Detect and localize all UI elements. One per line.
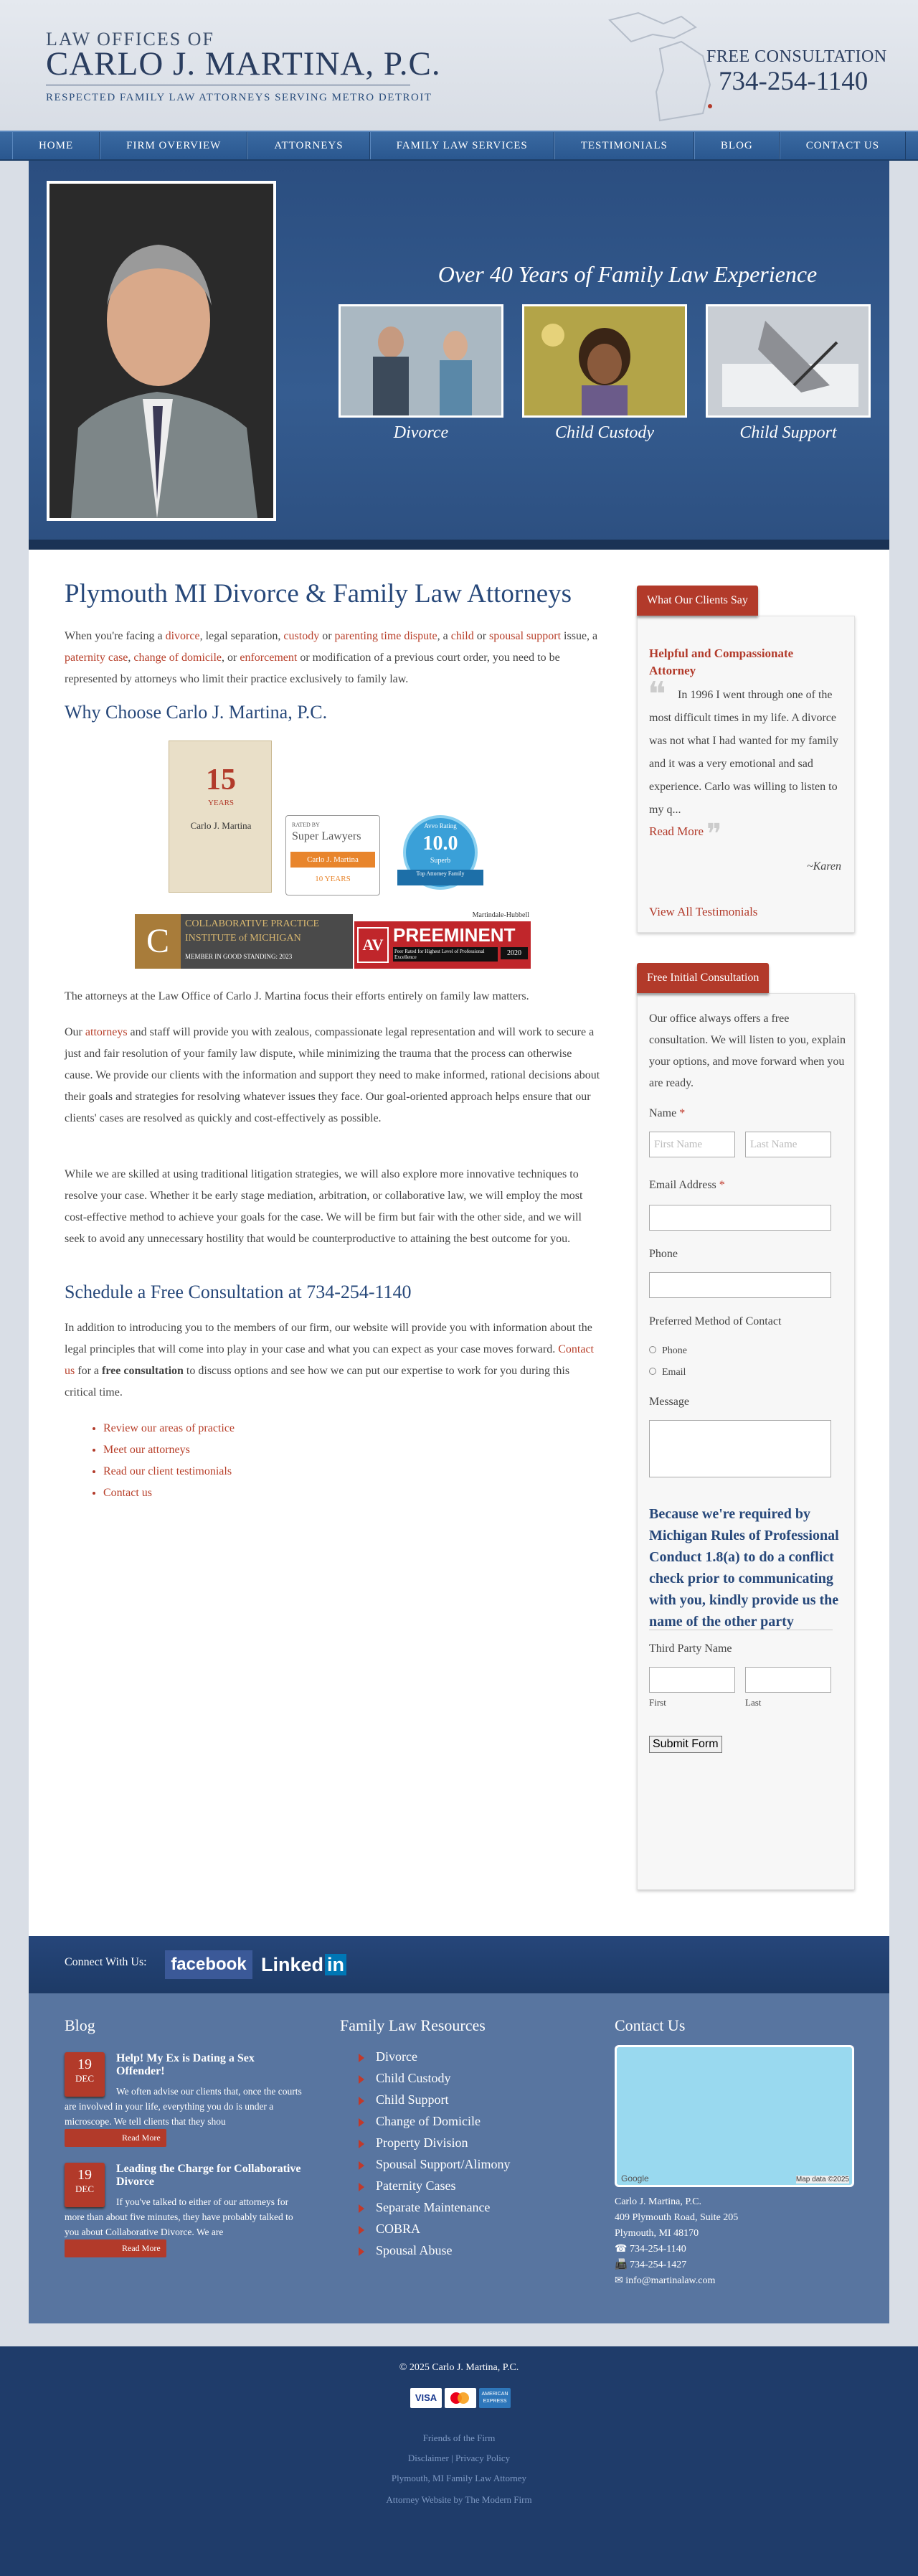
cp-line2: INSTITUTE of MICHIGAN bbox=[185, 933, 301, 944]
text: When you're facing a bbox=[65, 630, 166, 642]
text: Linked bbox=[261, 1954, 324, 1975]
paragraph-intro-firm bbox=[65, 1317, 601, 1404]
copyright: © 2025 Carlo J. Martina, P.C. bbox=[399, 2362, 519, 2373]
cp-line3: MEMBER IN GOOD STANDING: 2023 bbox=[185, 953, 293, 960]
footer bbox=[29, 1993, 889, 2323]
link-testimonials[interactable]: Read our client testimonials bbox=[103, 1465, 232, 1477]
name-label bbox=[649, 1107, 685, 1120]
amex-icon: AMERICAN EXPRESS bbox=[479, 2388, 511, 2408]
radio-label: Email bbox=[662, 1367, 686, 1378]
michigan-map-icon bbox=[595, 6, 739, 128]
text: , a bbox=[437, 630, 451, 642]
bullet-icon bbox=[359, 2183, 364, 2191]
resource-link[interactable] bbox=[359, 2178, 455, 2194]
main-nav bbox=[0, 131, 918, 161]
text: issue, a bbox=[561, 630, 598, 642]
day: 19 bbox=[77, 2056, 92, 2072]
third-party-label: Third Party Name bbox=[649, 1642, 732, 1655]
text: in bbox=[325, 1954, 346, 1975]
link-enforcement[interactable]: enforcement bbox=[240, 652, 298, 664]
contact-heading: Contact Us bbox=[615, 2016, 686, 2034]
text: for a bbox=[75, 1365, 102, 1377]
preferred-contact-label: Preferred Method of Contact bbox=[649, 1315, 782, 1327]
text: info@martinalaw.com bbox=[625, 2275, 716, 2286]
text: or modification of a previous court order, you need to be represented by attorneys who limit their practice exclusively to family law. bbox=[65, 652, 560, 685]
email-label bbox=[649, 1179, 725, 1192]
text: We often advise our clients that, once the courts are involved in your life, everything you do is under a microscope. We tell clients that they shou bbox=[65, 2086, 302, 2127]
preeminent-year: 2020 bbox=[501, 947, 528, 959]
text: Divorce bbox=[376, 2049, 417, 2064]
resource-link[interactable] bbox=[359, 2200, 490, 2215]
first-name-input[interactable]: First Name bbox=[649, 1132, 735, 1157]
google-logo: Google bbox=[621, 2173, 649, 2184]
logo-pre[interactable]: LAW OFFICES OF bbox=[46, 29, 214, 50]
text: 734-254-1140 bbox=[629, 2244, 686, 2255]
list-item bbox=[103, 1482, 235, 1504]
contact-details bbox=[615, 2194, 738, 2289]
list-item bbox=[103, 1461, 235, 1482]
resource-link[interactable] bbox=[359, 2092, 449, 2107]
bullet-icon bbox=[359, 2140, 364, 2148]
paragraph-focus: The attorneys at the Law Office of Carlo J. Martina focus their efforts entirely on family law matters. bbox=[65, 990, 529, 1002]
text: or bbox=[473, 630, 490, 642]
link-contact[interactable]: Contact us bbox=[103, 1487, 152, 1499]
conflict-notice: Because we're required by Michigan Rules of Professional Conduct 1.8(a) to do a conflict check prior to communicating with you, kindly provide us the name of the other party bbox=[649, 1506, 839, 1630]
text: Paternity Cases bbox=[376, 2178, 456, 2193]
quote-open-icon: ❝ bbox=[648, 676, 666, 714]
text: | bbox=[448, 2453, 455, 2463]
bullet-icon bbox=[359, 2118, 364, 2127]
paragraph-litigation: While we are skilled at using traditional litigation strategies, we will also explore more innovative techniques to resolve your case. Whether it be early stage mediation, arbitration, or collaborative law, we will employ the most cost-effective method to achieve your goals for the case. We will be firm but fair with the other side, and we will seek to avoid any unnecessary hostility that would be counterproductive to attaining the best outcome for you. bbox=[65, 1168, 583, 1245]
last-name-input[interactable]: Last Name bbox=[745, 1132, 831, 1157]
service-label-child-support[interactable]: Child Support bbox=[739, 423, 837, 442]
badge-years-sub: YEARS bbox=[207, 799, 235, 807]
quick-links-list bbox=[103, 1418, 235, 1504]
radio-label: Phone bbox=[662, 1345, 687, 1356]
email-input[interactable] bbox=[649, 1205, 831, 1231]
collaborative-practice-badge: C COLLABORATIVE PRACTICE INSTITUTE of MICHIGAN MEMBER IN GOOD STANDING: 2023 bbox=[135, 914, 353, 969]
page-title: Plymouth MI Divorce & Family Law Attorneys bbox=[65, 579, 572, 608]
service-label-divorce[interactable]: Divorce bbox=[393, 423, 449, 442]
text: and staff will provide you with zealous, compassionate legal representation and will work to secure a just and fair resolution of your family law dispute, while minimizing the trauma that the process can otherwise cause. We provide our clients with the information and support they need to make informed, rational decisions about their goals and strategies for resolving whatever issues they face. Our goal-oriented approach helps ensure that our clients' cases are resolved as quickly and cost-effectively as possible. bbox=[65, 1026, 600, 1124]
required-mark: * bbox=[679, 1107, 686, 1119]
firm-name: Carlo J. Martina, P.C. bbox=[615, 2196, 701, 2207]
friends-link[interactable]: Friends of the Firm bbox=[422, 2432, 496, 2443]
map-attribution: Map data ©2025 bbox=[795, 2176, 849, 2184]
day: 19 bbox=[77, 2167, 92, 2183]
link-custody[interactable]: custody bbox=[283, 630, 320, 642]
blog-post-excerpt-2 bbox=[65, 2194, 308, 2257]
phone-row[interactable] bbox=[615, 2242, 738, 2257]
text: Spousal Support/Alimony bbox=[376, 2157, 511, 2171]
bottom-bar bbox=[0, 2346, 918, 2576]
third-party-first-input[interactable] bbox=[649, 1667, 735, 1693]
resource-link[interactable] bbox=[359, 2243, 453, 2258]
hero-bottom-bar bbox=[29, 540, 889, 550]
link-areas-of-practice[interactable]: Review our areas of practice bbox=[103, 1422, 235, 1434]
form-intro: Our office always offers a free consultation. We will listen to you, explain your options, and move forward when you are ready. bbox=[649, 1012, 846, 1089]
legal-links bbox=[0, 2453, 918, 2464]
link-parenting-time[interactable]: parenting time dispute bbox=[334, 630, 437, 642]
bullet-icon bbox=[359, 2161, 364, 2170]
nav-home[interactable]: HOME bbox=[12, 132, 100, 159]
google-map[interactable] bbox=[615, 2045, 854, 2187]
text: Change of Domicile bbox=[376, 2114, 481, 2128]
bullet-icon bbox=[359, 2247, 364, 2256]
link-domicile[interactable]: change of domicile bbox=[133, 652, 222, 664]
nav-testimonials[interactable]: TESTIMONIALS bbox=[554, 132, 694, 159]
quote-close-icon: ❞ bbox=[706, 818, 722, 850]
blog-heading: Blog bbox=[65, 2016, 95, 2034]
intro-paragraph bbox=[65, 626, 601, 690]
envelope-icon: ✉ bbox=[615, 2275, 626, 2286]
privacy-link[interactable]: Privacy Policy bbox=[455, 2453, 511, 2463]
attorney-photo bbox=[47, 181, 276, 521]
disclaimer-link[interactable]: Disclaimer bbox=[407, 2453, 449, 2463]
resource-link[interactable] bbox=[359, 2114, 481, 2129]
view-all-testimonials-link[interactable]: View All Testimonials bbox=[649, 905, 758, 918]
last-sublabel: Last bbox=[745, 1697, 762, 1708]
link-divorce[interactable]: divorce bbox=[165, 630, 200, 642]
month: DEC bbox=[75, 2073, 94, 2084]
connect-band bbox=[29, 1936, 889, 1993]
super-lawyers-badge bbox=[285, 815, 380, 896]
text: or bbox=[319, 630, 335, 642]
resource-link[interactable] bbox=[359, 2071, 451, 2086]
link-child[interactable]: child bbox=[450, 630, 474, 642]
text: 734-254-1427 bbox=[629, 2260, 687, 2270]
testimonial-author: ~Karen bbox=[806, 860, 841, 873]
preeminent-sub: Peer Rated for Highest Level of Professional Excellence bbox=[393, 947, 498, 962]
facebook-icon[interactable]: facebook bbox=[165, 1950, 252, 1979]
message-textarea[interactable] bbox=[649, 1420, 831, 1477]
header-phone[interactable]: 734-254-1140 bbox=[719, 67, 869, 96]
fifteen-years-badge bbox=[169, 741, 272, 893]
text: , or bbox=[222, 652, 240, 664]
resources-heading: Family Law Resources bbox=[340, 2016, 486, 2034]
radio-email[interactable] bbox=[649, 1367, 686, 1378]
fax-icon: 📠 bbox=[615, 2260, 630, 2270]
hero-title: Over 40 Years of Family Law Experience bbox=[437, 261, 818, 287]
sl-name: Carlo J. Martina bbox=[290, 852, 375, 868]
sl-title: Super Lawyers bbox=[292, 830, 361, 842]
link-paternity[interactable]: paternity case bbox=[65, 652, 128, 664]
link-attorneys[interactable]: attorneys bbox=[85, 1026, 128, 1038]
connect-label: Connect With Us: bbox=[65, 1956, 147, 1968]
text: Our bbox=[65, 1026, 85, 1038]
avvo-label: Avvo Rating bbox=[424, 822, 457, 829]
radio-icon[interactable] bbox=[649, 1346, 656, 1353]
read-more-button[interactable]: Read More bbox=[65, 2239, 166, 2257]
badge-years: 15 bbox=[206, 763, 236, 796]
bullet-icon bbox=[359, 2204, 364, 2213]
mh-label: Martindale-Hubbell bbox=[472, 911, 529, 919]
bullet-icon bbox=[359, 2054, 364, 2062]
text: Child Custody bbox=[376, 2071, 451, 2085]
address-line2: Plymouth, MI 48170 bbox=[615, 2228, 699, 2239]
testimonial-text: In 1996 I went through one of the most difficult times in my life. A divorce was not what I had wanted for my family and it was a very emotional and sad experience. Carlo was willing to listen to my q... bbox=[649, 689, 838, 816]
list-item bbox=[103, 1439, 235, 1461]
blog-post-title-1[interactable]: Help! My Ex is Dating a Sex Offender! bbox=[116, 2052, 255, 2077]
text: to discuss options and see how we can put our expertise to work for you during this critical time. bbox=[65, 1365, 570, 1399]
bullet-icon bbox=[359, 2226, 364, 2234]
child-custody-image[interactable] bbox=[522, 304, 687, 418]
child-support-image[interactable] bbox=[706, 304, 871, 418]
submit-button[interactable]: Submit Form bbox=[649, 1736, 722, 1753]
resource-link[interactable] bbox=[359, 2135, 468, 2150]
text: Separate Maintenance bbox=[376, 2200, 491, 2214]
testimonial-tab: What Our Clients Say bbox=[637, 586, 758, 616]
required-mark: * bbox=[719, 1179, 725, 1191]
av-label: AV bbox=[357, 927, 389, 963]
mastercard-icon bbox=[445, 2388, 476, 2408]
text: , bbox=[128, 652, 134, 664]
cp-line1: COLLABORATIVE PRACTICE bbox=[185, 918, 320, 929]
link-meet-attorneys[interactable]: Meet our attorneys bbox=[103, 1444, 190, 1456]
service-label-child-custody[interactable]: Child Custody bbox=[554, 423, 654, 442]
text: Name bbox=[649, 1107, 677, 1119]
text: If you've talked to either of our attorneys for more than about five minutes, they have probably talked to you about Collaborative Divorce. We are bbox=[65, 2196, 293, 2237]
text: COBRA bbox=[376, 2222, 421, 2236]
blog-post-title-2[interactable]: Leading the Charge for Collaborative Divorce bbox=[116, 2163, 301, 2188]
avvo-badge bbox=[390, 815, 491, 896]
sl-years: 10 YEARS bbox=[315, 875, 351, 883]
list-item bbox=[103, 1418, 235, 1439]
linkedin-icon[interactable] bbox=[261, 1950, 346, 1979]
nav-blog[interactable]: BLOG bbox=[694, 132, 780, 159]
message-label: Message bbox=[649, 1396, 689, 1408]
seo-link[interactable]: Plymouth, MI Family Law Attorney bbox=[391, 2473, 527, 2483]
logo-tagline: RESPECTED FAMILY LAW ATTORNEYS SERVING METRO DETROIT bbox=[46, 92, 432, 103]
consultation-form bbox=[637, 993, 855, 1890]
text: , legal separation, bbox=[199, 630, 284, 642]
fax-row bbox=[615, 2257, 738, 2273]
logo-name[interactable]: CARLO J. MARTINA, P.C. bbox=[46, 45, 441, 83]
bullet-icon bbox=[359, 2097, 364, 2105]
text: In addition to introducing you to the members of our firm, our website will provide you with information about the legal principles that will come into play in your case and what you can expect as your case moves forward. bbox=[65, 1322, 592, 1355]
phone-icon: ☎ bbox=[615, 2244, 630, 2255]
visa-icon: VISA bbox=[410, 2388, 442, 2408]
resource-link[interactable] bbox=[359, 2157, 511, 2172]
form-tab: Free Initial Consultation bbox=[637, 963, 769, 993]
page-wrapper bbox=[29, 161, 889, 2323]
third-party-last-input[interactable] bbox=[745, 1667, 831, 1693]
why-choose-heading: Why Choose Carlo J. Martina, P.C. bbox=[65, 702, 328, 723]
first-sublabel: First bbox=[649, 1697, 666, 1708]
text: Email Address bbox=[649, 1179, 716, 1191]
text-bold: free consultation bbox=[102, 1365, 184, 1377]
free-consultation-label: FREE CONSULTATION bbox=[706, 47, 887, 66]
address-line1: 409 Plymouth Road, Suite 205 bbox=[615, 2212, 739, 2223]
read-more-link[interactable]: Read More bbox=[649, 824, 704, 838]
email-row[interactable] bbox=[615, 2273, 738, 2289]
read-more-button[interactable]: Read More bbox=[65, 2129, 166, 2147]
testimonial-title: Helpful and Compassionate Attorney bbox=[649, 647, 794, 677]
phone-label: Phone bbox=[649, 1248, 678, 1260]
nav-attorneys[interactable]: ATTORNEYS bbox=[247, 132, 369, 159]
avvo-score: 10.0 bbox=[422, 832, 458, 855]
testimonial-box bbox=[637, 616, 855, 933]
avvo-sub: Superb bbox=[430, 857, 451, 865]
sl-rated: RATED BY bbox=[292, 822, 320, 828]
resource-link[interactable] bbox=[359, 2222, 420, 2237]
bullet-icon bbox=[359, 2075, 364, 2084]
credit-link[interactable]: Attorney Website by The Modern Firm bbox=[386, 2494, 532, 2505]
badge-name: Carlo J. Martina bbox=[190, 820, 252, 831]
text: Property Division bbox=[376, 2135, 468, 2150]
phone-input[interactable] bbox=[649, 1272, 831, 1298]
month: DEC bbox=[75, 2184, 94, 2194]
preeminent-label: PREEMINENT bbox=[393, 924, 516, 946]
blog-post-excerpt-1 bbox=[65, 2084, 308, 2147]
martindale-badge bbox=[354, 911, 531, 970]
resource-link[interactable] bbox=[359, 2049, 417, 2064]
radio-phone[interactable] bbox=[649, 1345, 687, 1357]
link-contact-us[interactable]: Contact us bbox=[65, 1343, 594, 1377]
text: Spousal Abuse bbox=[376, 2243, 453, 2257]
site-header bbox=[0, 0, 918, 131]
avvo-top: Top Attorney Family bbox=[397, 870, 483, 885]
divorce-image[interactable] bbox=[339, 304, 503, 418]
radio-icon[interactable] bbox=[649, 1368, 656, 1375]
nav-contact-us[interactable]: CONTACT US bbox=[780, 132, 906, 159]
nav-family-law-services[interactable]: FAMILY LAW SERVICES bbox=[370, 132, 554, 159]
paragraph-staff bbox=[65, 1022, 601, 1129]
link-spousal-support[interactable]: spousal support bbox=[489, 630, 562, 642]
text: Child Support bbox=[376, 2092, 449, 2107]
schedule-heading: Schedule a Free Consultation at 734-254-1140 bbox=[65, 1282, 412, 1302]
hero-banner bbox=[29, 161, 889, 550]
nav-firm-overview[interactable]: FIRM OVERVIEW bbox=[100, 132, 247, 159]
